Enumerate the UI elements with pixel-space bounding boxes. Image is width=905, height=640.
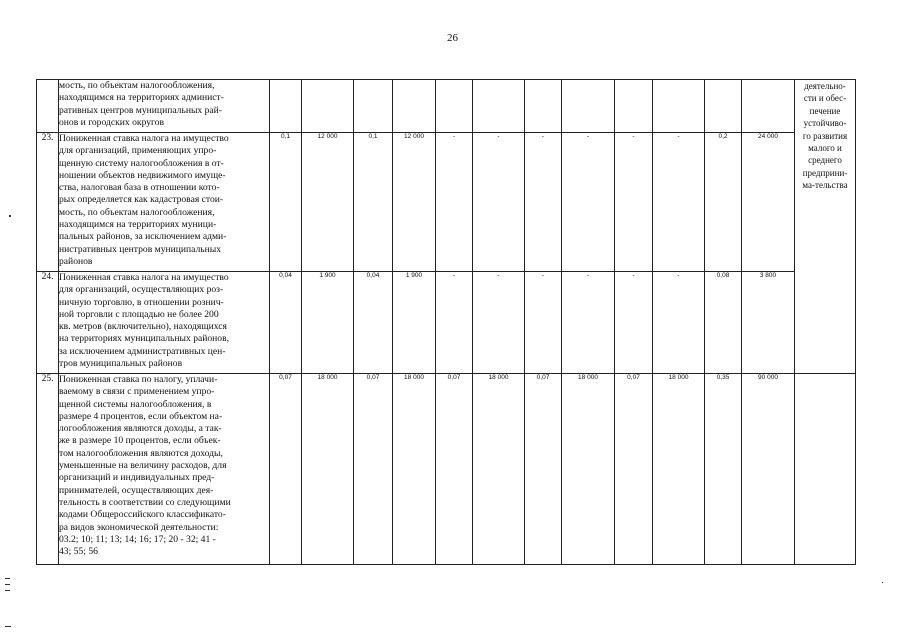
row-number: 25. — [37, 374, 59, 565]
value-cell — [562, 80, 615, 133]
value-cell — [615, 80, 653, 133]
value-cell: 1 900 — [302, 272, 354, 374]
value-cell: 18 000 — [393, 374, 436, 565]
value-cell: 18 000 — [302, 374, 354, 565]
value-cell — [473, 80, 525, 133]
value-cell — [393, 80, 436, 133]
value-cell: 0,07 — [525, 374, 562, 565]
value-cell: 3 800 — [742, 272, 795, 374]
value-cell: 0,1 — [354, 133, 393, 272]
table-row — [37, 374, 856, 565]
value-cell: 18 000 — [562, 374, 615, 565]
value-cell: 0,07 — [270, 374, 302, 565]
value-cell: - — [562, 272, 615, 374]
value-cell: - — [615, 272, 653, 374]
value-cell: - — [473, 272, 525, 374]
value-cell: 12 000 — [302, 133, 354, 272]
row-number — [37, 80, 59, 133]
scan-artifact — [5, 584, 10, 585]
value-cell: 90 000 — [742, 374, 795, 565]
value-cell: - — [525, 133, 562, 272]
row-description: мость, по объектам налогообложения, находящимся на территориях админист- ративных центров муниципальных рай- онов и городских округов — [59, 80, 270, 133]
purpose-cell: деятельно- сти и обес- печение устойчиво- го развития малого и среднего предприни- ма-тельства — [795, 80, 856, 374]
value-cell: - — [473, 133, 525, 272]
value-cell: - — [436, 133, 473, 272]
value-cell: 1 900 — [393, 272, 436, 374]
row-description: Пониженная ставка по налогу, уплачи- ваемому в связи с применением упро- щенной системы налогообложения, в размере 4 процентов, если объектом на- логообложения являются доходы, а так- же в размере 10 процентов, если объек- том налогообложения являются доходы, уменьшенные на величину расходов, для организаций и индивидуальных пред- принимателей, осуществляющих дея- тельность в соответствии со следующими кодами Общероссийского классификато- ра видов экономической деятельности: 03.2; 10; 11; 13; 14; 16; 17; 20 - 32; 41 - 43; 55; 56 — [59, 374, 270, 565]
scan-artifact — [9, 215, 11, 217]
value-cell: - — [562, 133, 615, 272]
value-cell: 0,1 — [270, 133, 302, 272]
scan-artifact — [5, 626, 11, 627]
value-cell: 0,35 — [705, 374, 742, 565]
value-cell: 0,2 — [705, 133, 742, 272]
table-row — [37, 133, 856, 272]
purpose-cell-continuation — [795, 374, 856, 565]
value-cell: 0,07 — [615, 374, 653, 565]
value-cell: 0,07 — [436, 374, 473, 565]
value-cell: - — [653, 133, 705, 272]
value-cell — [270, 80, 302, 133]
scan-artifact — [5, 590, 10, 591]
table-row — [37, 272, 856, 374]
scan-artifact — [5, 578, 10, 579]
value-cell: - — [615, 133, 653, 272]
value-cell: 0,08 — [705, 272, 742, 374]
value-cell: 18 000 — [653, 374, 705, 565]
value-cell — [742, 80, 795, 133]
value-cell: 18 000 — [473, 374, 525, 565]
value-cell — [525, 80, 562, 133]
value-cell: 0,07 — [354, 374, 393, 565]
value-cell: 0,04 — [270, 272, 302, 374]
value-cell: - — [525, 272, 562, 374]
value-cell — [302, 80, 354, 133]
value-cell — [705, 80, 742, 133]
value-cell: - — [653, 272, 705, 374]
value-cell: 0,04 — [354, 272, 393, 374]
page-number: 26 — [447, 32, 458, 44]
row-number: 23. — [37, 133, 59, 272]
row-description: Пониженная ставка налога на имущество для организаций, применяющих упро- щенную систему налогообложения в от- ношении объектов недвижимого имуще- ства, налоговая база в отношении кото- рых определяется как кадастровая стои- мость, по объектам налогообложения, находящимся на территориях муници- пальных районов, за исключением адми- нистративных центров муниципальных районов — [59, 133, 270, 272]
scan-artifact — [882, 582, 883, 583]
row-description: Пониженная ставка налога на имущество для организаций, осуществляющих роз- ничную торговлю, в отношении рознич- ной торговли с площадью не более 200 кв. метров (включительно), находящихся на территориях муниципальных районов, за исключением административных цен- тров муниципальных районов — [59, 272, 270, 374]
value-cell: 24 000 — [742, 133, 795, 272]
value-cell — [436, 80, 473, 133]
value-cell: - — [436, 272, 473, 374]
table-row — [37, 80, 856, 133]
value-cell — [354, 80, 393, 133]
value-cell — [653, 80, 705, 133]
tax-benefits-table — [36, 79, 856, 565]
value-cell: 12 000 — [393, 133, 436, 272]
row-number: 24. — [37, 272, 59, 374]
